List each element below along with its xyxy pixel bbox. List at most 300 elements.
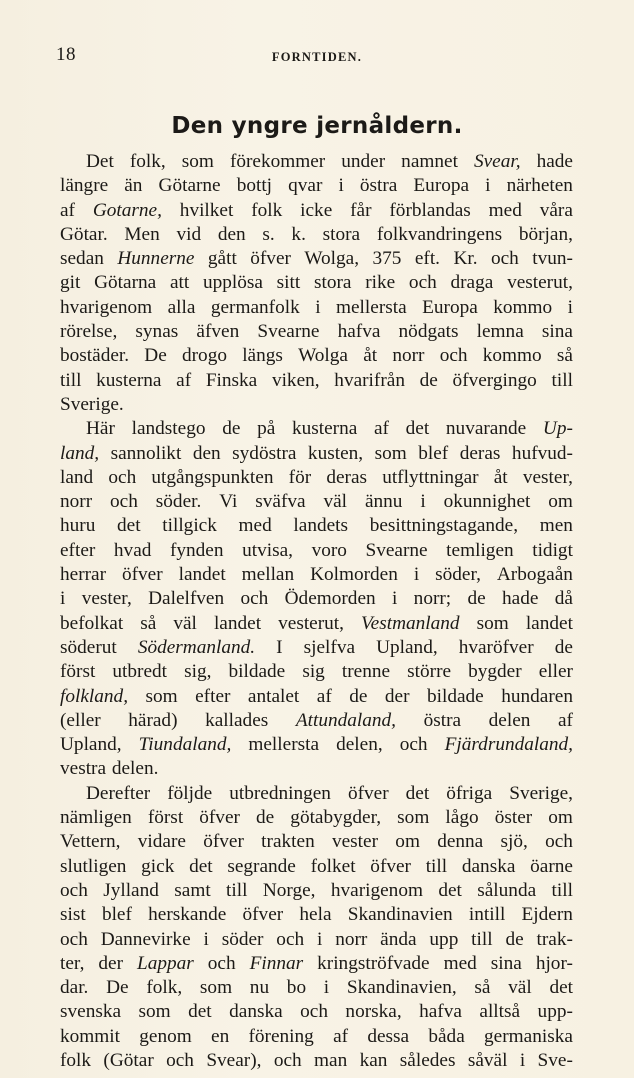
word: efter [60,539,96,561]
word: utflyttningar [382,466,479,488]
italic-word: folkland, [60,685,129,707]
text-line [60,976,573,1000]
italic-word: Up- [542,418,573,440]
word: längre [60,175,109,197]
word: De [144,345,167,367]
word: söder, [435,564,481,586]
word: Norge, [262,879,316,901]
word: nu [249,977,270,999]
word: (Götar [103,1049,154,1071]
text-line [60,174,573,198]
word: och [207,952,236,974]
word: upp [429,928,459,950]
word: utvisa, [242,539,293,561]
word: tvun- [532,248,573,270]
word: i [567,296,573,318]
word: af [557,709,573,731]
word: de [467,588,486,610]
word: öfvergingo [452,369,537,391]
text-line [60,1025,573,1049]
text-line [60,296,573,320]
word: Derefter [86,782,151,804]
word: synas [135,321,179,343]
word: bostäder. [60,345,130,367]
word: nuvarande [445,418,527,440]
word: än [124,175,143,197]
word: och [60,928,88,950]
word: de [349,685,368,707]
word: det [405,418,430,440]
word: stora [322,223,361,245]
word: kommo [482,345,542,367]
word: slutligen [60,855,127,877]
word: der [384,685,410,707]
word: öfver [370,855,411,877]
word: viken, [271,369,320,391]
word: i [413,564,420,586]
word: således [399,1049,456,1071]
word: till [551,879,573,901]
word: eller [538,661,573,683]
word: det [117,515,141,537]
word: Kolmorden [310,564,398,586]
word: sig, [184,661,212,683]
word: i [316,928,323,950]
running-head: FORNTIDEN. [271,50,363,64]
word: Jylland [103,879,159,901]
word: qvar [288,175,323,197]
text-line [60,344,573,368]
word: och [240,588,269,610]
word: af [333,1025,349,1047]
italic-word: Södermanland. [137,636,256,658]
word: af [176,369,192,391]
word: De [106,977,129,999]
italic-word: land, [60,442,100,464]
word: kusterna [96,369,162,391]
word: men [539,515,573,537]
word: öfver [242,904,284,926]
word: utbredt [112,661,168,683]
word: götabygder, [290,807,382,829]
word: ännu [364,491,403,513]
text-line [60,709,573,733]
word: germanfolk [210,296,300,318]
word: besittningstagande, [369,515,519,537]
word: Upland, [376,636,438,658]
word: följde [167,782,213,804]
word: Upland, [60,734,122,756]
word: hafva [419,1001,462,1023]
word: vesterut, [507,272,573,294]
word: sålunda [477,879,537,901]
word: segrande [227,855,296,877]
word: Det [86,151,114,172]
word: öfver [121,564,163,586]
word: Götar. [60,223,108,245]
word: delen. [111,758,159,780]
word: en [211,1025,230,1047]
word: det [188,1001,212,1023]
word: och [545,831,573,853]
word: norr [335,928,368,950]
word: Finska [205,369,258,391]
word: Vettern, [60,831,121,853]
word: de [419,369,438,391]
word: i [338,175,344,197]
word: vidare [137,831,186,853]
word: om [548,491,573,513]
text-line [60,612,573,636]
word: bildade [426,685,484,707]
word: folket [310,855,356,877]
word: i [315,296,321,318]
word: kan [359,1049,388,1071]
word: för [288,466,312,488]
word: och [490,248,519,270]
word: hvaröfver [458,636,534,658]
word: vestra [60,758,107,780]
word: norr; [413,588,452,610]
word: hvarifrån [334,369,405,391]
word: i [391,588,398,610]
word: sina [490,952,522,974]
word: blef [101,904,132,926]
word: icke [300,199,333,221]
word: först [147,807,184,829]
word: väl [323,491,348,513]
word: hela [299,904,332,926]
text-line [60,199,573,223]
word: öster [494,807,533,829]
word: till [471,928,493,950]
word: Ejdern [521,904,573,926]
word: landet [178,564,226,586]
word: i [203,928,209,950]
word: och [439,345,468,367]
word: med [488,199,522,221]
word: Wolga, [304,248,360,270]
text-line [60,903,573,927]
word: och [399,734,428,756]
word: bo [286,977,307,999]
text-line [60,271,573,295]
word: herskande [148,904,227,926]
word: huru [60,515,96,537]
word: I [276,636,283,658]
word: åt [363,345,378,367]
word: nödgats [398,321,459,343]
word: af [316,685,332,707]
word: våra [539,199,573,221]
italic-word: Finnar [249,952,304,974]
word: då [554,588,573,610]
word: alla [167,296,196,318]
word: Dalelfven [148,588,225,610]
word: under [341,151,386,172]
word: öfver [203,831,244,853]
word: norska, [345,1001,402,1023]
word: s. [262,223,275,245]
word: såväl [467,1049,508,1071]
word: danska [461,855,516,877]
word: lågo [445,807,479,829]
word: dessa [367,1025,410,1047]
word: delen [488,709,531,731]
text-line [60,660,573,684]
word: som [199,977,233,999]
word: vester, [81,588,132,610]
word: vid [176,223,202,245]
word: det [405,782,430,804]
word: så [556,345,573,367]
text-line [60,442,573,466]
word: förekommer [229,151,326,172]
word: och [300,1001,328,1023]
word: början, [518,223,573,245]
text-line [60,855,573,879]
word: Men [124,223,160,245]
word: trenne [341,661,391,683]
body-text [60,150,573,1073]
word: kommit [60,1025,120,1047]
word: som [145,685,178,707]
word: så [474,977,491,999]
word: härad) [128,709,178,731]
italic-word: Gotarne, [92,199,162,221]
text-line [60,757,573,781]
word: Vi [219,491,238,513]
text-line [60,806,573,830]
word: git [60,272,81,294]
word: norr [392,345,425,367]
word: hufvud- [511,442,573,464]
word: mellan [241,564,295,586]
word: båda [428,1025,465,1047]
word: sina [541,321,573,343]
word: gått [207,248,237,270]
word: de [222,418,241,440]
word: närheten [506,175,573,197]
word: intill [468,904,506,926]
word: som [181,151,214,172]
word: det [438,879,462,901]
word: Svearne [257,321,320,343]
word: vesterut, [278,612,344,634]
word: lemna [476,321,524,343]
word: nämligen [60,807,132,829]
word: okunnighet [443,491,531,513]
word: tillgick [162,515,217,537]
word: i [60,588,66,610]
word: med [443,952,477,974]
word: stora [313,272,352,294]
text-line [60,685,573,709]
italic-word: Lappar [136,952,194,974]
word: sydöstra [232,442,297,464]
word: äfven [196,321,240,343]
word: söder. [155,491,202,513]
word: söder [221,928,264,950]
word: hvarigenom [330,879,423,901]
word: som [374,442,407,464]
word: i [485,175,491,197]
word: voro [311,539,347,561]
word: de [256,807,275,829]
word: i [420,491,426,513]
word: det [189,855,213,877]
word: om [548,807,573,829]
text-line [60,952,573,976]
word: blef [418,442,449,464]
word: utgångspunkten [151,466,274,488]
word: ända [380,928,417,950]
word: folk, [146,977,183,999]
word: folkvandringens [376,223,503,245]
word: draga [450,272,494,294]
word: kallades [205,709,269,731]
word: hvarigenom [60,296,153,318]
word: genom [139,1025,192,1047]
word: Götarne [158,175,221,197]
word: längs [242,345,283,367]
word: större [407,661,452,683]
text-line [60,928,573,952]
word: Skandinavien [347,904,453,926]
word: efter [195,685,231,707]
text-line [60,223,573,247]
word: deras [326,466,368,488]
text-line [60,1000,573,1024]
word: med [238,515,272,537]
word: som [397,807,430,829]
word: och [110,491,138,513]
word: dar. [60,977,89,999]
word: och [408,272,437,294]
word: Europa [413,175,470,197]
word: af [60,199,75,221]
word: eft. [414,248,440,270]
text-line [60,587,573,611]
word: danska [229,1001,283,1023]
word: sist [60,904,86,926]
italic-word: Fjärdrundaland, [444,734,573,756]
word: (eller [60,709,101,731]
word: öfver [199,807,240,829]
text-line [60,539,573,563]
text-line [60,1049,573,1073]
word: sjelfva [303,636,356,658]
italic-word: Svear, [473,151,521,172]
text-line [60,733,573,757]
text-line [60,490,573,514]
word: vester, [522,466,573,488]
word: i [323,977,330,999]
text-line [60,369,573,393]
word: kusten, [307,442,364,464]
word: i [519,1049,526,1071]
word: trak- [536,928,573,950]
text-line [60,563,573,587]
word: hade [502,588,539,610]
word: rike [365,272,396,294]
word: deras [459,442,501,464]
word: norr [60,491,93,513]
word: söderut [60,636,117,658]
italic-word: Tiundaland, [138,734,232,756]
word: hade [536,151,573,172]
word: landet [213,612,262,634]
word: Sve- [537,1049,573,1071]
word: svenska [60,1001,122,1023]
word: Sverige. [60,393,124,415]
word: hundaren [501,685,573,707]
word: öarne [530,855,573,877]
word: åt [493,466,508,488]
word: den [217,223,246,245]
word: sannolikt [110,442,182,464]
word: germaniska [484,1025,573,1047]
text-line [60,320,573,344]
word: som [476,612,509,634]
word: delen, [336,734,383,756]
word: till [425,855,448,877]
word: kommo [493,296,553,318]
word: upplösa [202,272,263,294]
word: till [60,369,82,391]
word: namnet [401,151,458,172]
word: fynden [169,539,224,561]
word: der [98,952,123,974]
word: kringströfvade [317,952,430,974]
word: på [257,418,276,440]
word: alltså [479,1001,521,1023]
word: Skandinavien, [346,977,457,999]
word: hvilket [179,199,234,221]
word: sedan [60,248,104,270]
italic-word: Hunnerne [117,248,195,270]
word: k. [291,223,306,245]
word: bygder [468,661,522,683]
word: och [108,466,137,488]
word: som [138,1001,171,1023]
word: till [551,369,573,391]
word: denna [437,831,484,853]
word: Här [86,418,115,440]
text-line [60,830,573,854]
text-line [60,150,573,174]
word: landstego [131,418,206,440]
text-line [60,247,573,271]
word: förblandas [389,199,471,221]
page-number: 18 [56,44,76,65]
word: drogo [182,345,227,367]
word: om [395,831,420,853]
text-line [60,879,573,903]
word: upp- [537,1001,573,1023]
word: och [60,879,88,901]
word: vester [331,831,379,853]
word: den [192,442,221,464]
word: samt [174,879,211,901]
word: de [505,928,524,950]
word: väl [173,612,197,634]
word: hjor- [535,952,573,974]
word: väl [508,977,532,999]
word: de [554,636,573,658]
word: Svearne [365,539,428,561]
word: först [60,661,96,683]
